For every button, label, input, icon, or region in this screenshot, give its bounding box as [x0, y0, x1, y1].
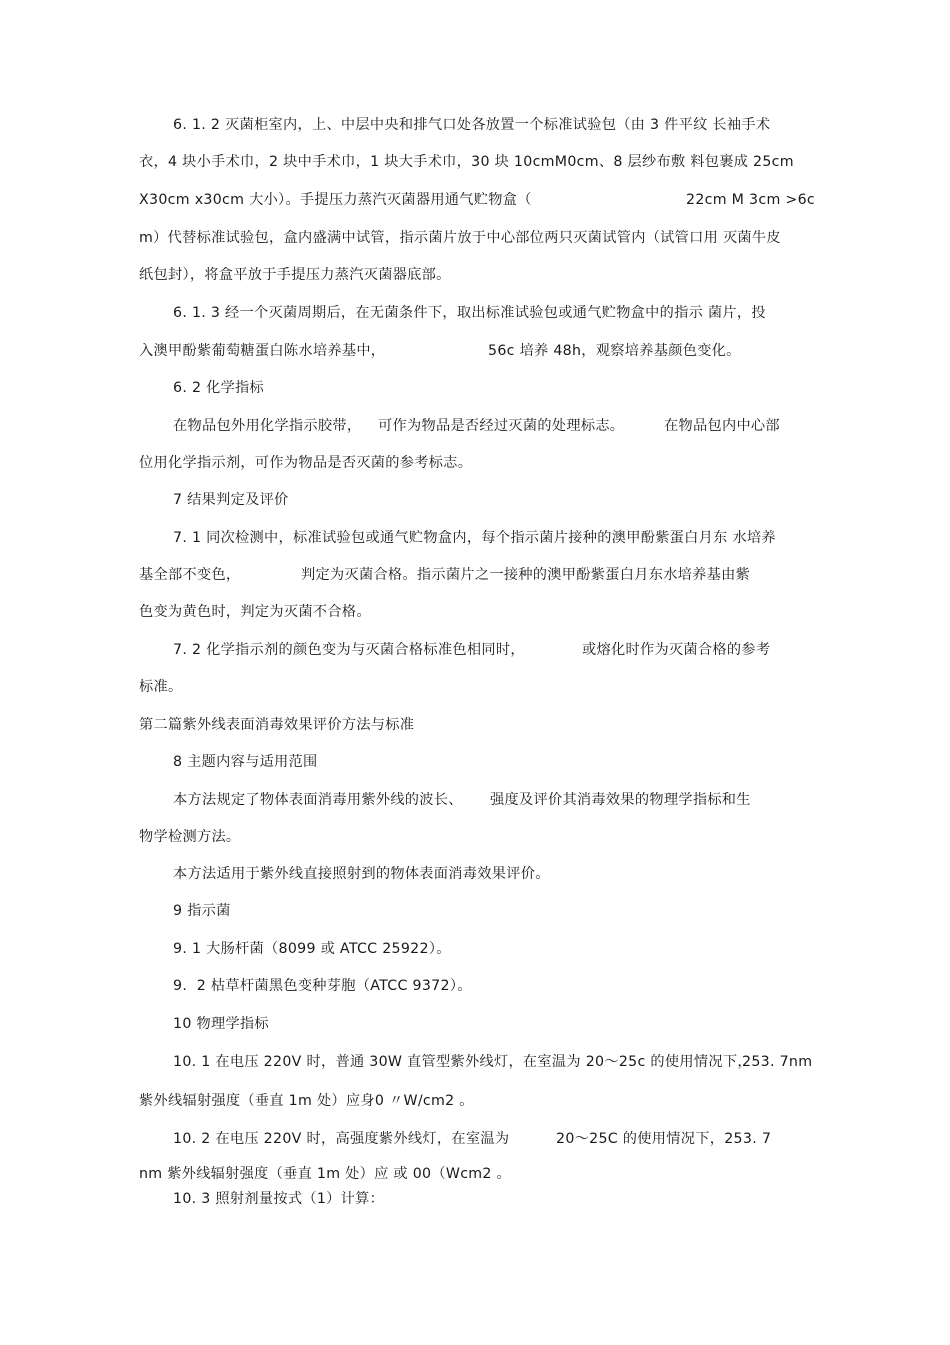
text-line: 强度及评价其消毒效果的物理学指标和生: [490, 792, 751, 808]
text-line: 253. 7nm: [742, 1054, 813, 1070]
text-line: 20〜25C 的使用情况下，253. 7: [556, 1131, 772, 1147]
text-line: 判定为灭菌合格。指示菌片之一接种的澳甲酚紫蛋白月东水培养基由紫: [301, 567, 751, 583]
text-line: 10. 1 在电压 220V 时，普通 30W 直管型紫外线灯，在室温为 20〜25c 的使用情况下，: [173, 1054, 752, 1070]
chapter-heading: 第二篇紫外线表面消毒效果评价方法与标准: [139, 717, 415, 733]
text-line: X30cm x30cm 大小）。手提压力蒸汽灭菌器用通气贮物盒（: [139, 192, 532, 208]
text-line: 6. 1. 3 经一个灭菌周期后，在无菌条件下，取出标准试验包或通气贮物盒中的指示 菌片，投: [173, 305, 766, 321]
text-line: 在物品包内中心部: [664, 418, 780, 434]
text-line: 色变为黄色时，判定为灭菌不合格。: [139, 604, 371, 620]
section-heading: 9 指示菌: [173, 903, 231, 919]
text-line: 7. 1 同次检测中，标准试验包或通气贮物盒内，每个指示菌片接种的澳甲酚紫蛋白月东 水培养: [173, 530, 776, 546]
text-line: nm 紫外线辐射强度（垂直 1m 处）应 或 00（Wcm2 。: [139, 1166, 512, 1182]
text-line: 在物品包外用化学指示胶带，: [173, 418, 362, 434]
text-line: 基全部不变色，: [139, 567, 241, 583]
section-heading: 8 主题内容与适用范围: [173, 754, 318, 770]
text-line: 入澳甲酚紫葡萄糖蛋白陈水培养基中，: [139, 343, 386, 359]
text-line: 或熔化时作为灭菌合格的参考: [582, 642, 771, 658]
text-line: 可作为物品是否经过灭菌的处理标志。: [378, 418, 625, 434]
text-line: 衣，4 块小手术巾，2 块中手术巾，1 块大手术巾，30 块 10cmM0cm、8 层纱布敷 料包裹成 25cm: [139, 154, 794, 170]
text-line: 9. 2 枯草杆菌黑色变种芽胞（ATCC 9372）。: [173, 978, 472, 994]
section-heading: 6. 2 化学指标: [173, 380, 265, 396]
text-line: 本方法规定了物体表面消毒用紫外线的波长、: [173, 792, 463, 808]
text-line: 纸包封），将盒平放于手提压力蒸汽灭菌器底部。: [139, 267, 451, 283]
text-line: 22cm M 3cm >6c: [686, 192, 816, 208]
text-line: 9. 1 大肠杆菌（8099 或 ATCC 25922）。: [173, 941, 451, 957]
section-heading: 7 结果判定及评价: [173, 492, 289, 508]
text-line: 6. 1. 2 灭菌柜室内，上、中层中央和排气口处各放置一个标准试验包（由 3 件平纹 长袖手术: [173, 117, 771, 133]
text-line: m）代替标准试验包，盒内盛满中试管，指示菌片放于中心部位两只灭菌试管内（试管口用 灭菌牛皮: [139, 230, 781, 246]
text-line: 物学检测方法。: [139, 829, 241, 845]
text-line: 标准。: [139, 679, 183, 695]
text-line: 7. 2 化学指示剂的颜色变为与灭菌合格标准色相同时，: [173, 642, 525, 658]
section-heading: 10 物理学指标: [173, 1016, 269, 1032]
text-line: 位用化学指示剂，可作为物品是否灭菌的参考标志。: [139, 455, 473, 471]
text-line: 紫外线辐射强度（垂直 1m 处）应身0 〃W/cm2 。: [139, 1093, 474, 1109]
text-line: 10. 2 在电压 220V 时，高强度紫外线灯，在室温为: [173, 1131, 510, 1147]
text-line: 56c 培养 48h，观察培养基颜色变化。: [488, 343, 741, 359]
text-line: 本方法适用于紫外线直接照射到的物体表面消毒效果评价。: [173, 866, 550, 882]
text-line: 10. 3 照射剂量按式（1）计算：: [173, 1191, 385, 1207]
